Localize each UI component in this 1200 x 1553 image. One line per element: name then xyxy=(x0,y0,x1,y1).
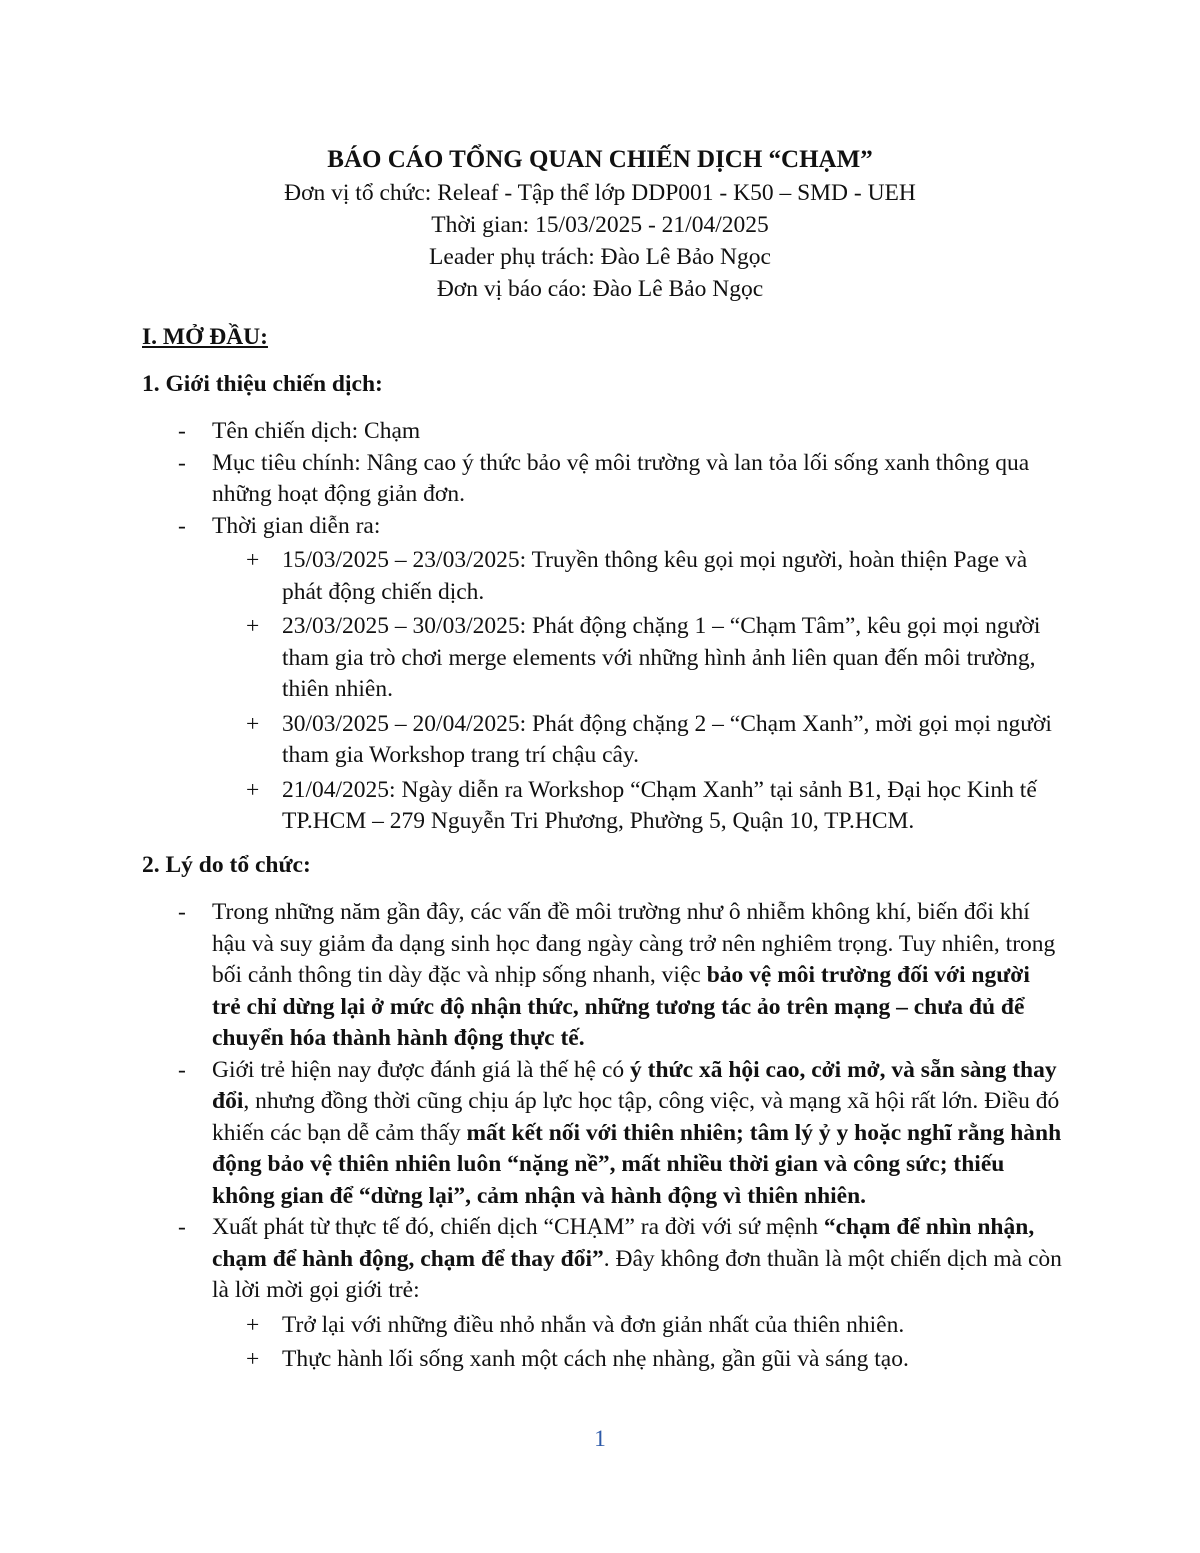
campaign-time-label: Thời gian diễn ra: xyxy=(212,512,381,539)
subheading-campaign-intro: 1. Giới thiệu chiến dịch: xyxy=(142,371,383,397)
time-line: Thời gian: 15/03/2025 - 21/04/2025 xyxy=(431,212,769,238)
leader-line: Leader phụ trách: Đào Lê Bảo Ngọc xyxy=(429,244,771,270)
reason-2-text-a: Giới trẻ hiện nay được đánh giá là thế hệ có xyxy=(212,1056,631,1083)
timeline-item xyxy=(212,545,1062,608)
reason-3-emphasis: “chạm để nhìn nhận, chạm để hành động, chạm để thay đổi” xyxy=(212,1214,1035,1272)
timeline-text: 15/03/2025 – 23/03/2025: Truyền thông kêu gọi mọi người, hoàn thiện Page và phát động chiến dịch. xyxy=(282,547,1028,605)
reason-2-emphasis-a: ý thức xã hội cao, cởi mở, và sẵn sàng thay đổi xyxy=(212,1056,1057,1114)
timeline-item xyxy=(212,775,1062,838)
reason-1-text: Trong những năm gần đây, các vấn đề môi trường như ô nhiễm không khí, biến đổi khí hậu và suy giảm đa dạng sinh học đang ngày càng trở nên nghiêm trọng. Tuy nhiên, trong bối cảnh thông tin dày đặc và nhịp sống nhanh, việc xyxy=(212,899,1056,988)
list-item-campaign-time xyxy=(142,511,1062,838)
reason-1-emphasis: bảo vệ môi trường đối với người trẻ chỉ dừng lại ở mức độ nhận thức, những tương tác ảo trên mạng – chưa đủ để chuyển hóa thành hành động thực tế. xyxy=(212,962,1030,1051)
report-title: BÁO CÁO TỔNG QUAN CHIẾN DỊCH “CHẠM” xyxy=(327,146,873,173)
reason-paragraph-3 xyxy=(142,1212,1062,1376)
invitation-list xyxy=(212,1310,1062,1376)
reason-3-text-b: . Đây không đơn thuần là một chiến dịch mà còn là lời mời gọi giới trẻ: xyxy=(212,1245,1062,1303)
campaign-intro-list xyxy=(142,416,1062,838)
invitation-item xyxy=(212,1310,1062,1342)
report-header xyxy=(0,143,1200,305)
invitation-item xyxy=(212,1344,1062,1376)
section-heading-intro: I. MỞ ĐẦU: xyxy=(142,324,268,350)
reason-3-text-a: Xuất phát từ thực tế đó, chiến dịch “CHẠM” ra đời với sứ mệnh xyxy=(212,1214,824,1240)
reason-2-emphasis-b: mất kết nối với thiên nhiên; tâm lý ỷ y hoặc nghĩ rằng hành động bảo vệ thiên nhiên luôn “nặng nề”, mất nhiều thời gian và công sức; thiếu không gian để “dừng lại”, cảm nhận và hành động vì thiên nhiên. xyxy=(212,1119,1062,1209)
organizer-line: Đơn vị tổ chức: Releaf - Tập thể lớp DDP001 - K50 – SMD - UEH xyxy=(284,180,916,206)
reasons-list xyxy=(142,897,1062,1376)
timeline-item xyxy=(212,709,1062,772)
subheading-reasons: 2. Lý do tổ chức: xyxy=(142,852,311,878)
timeline-text: 30/03/2025 – 20/04/2025: Phát động chặng 2 – “Chạm Xanh”, mời gọi mọi người tham gia Workshop trang trí chậu cây. xyxy=(282,710,1052,768)
campaign-goal-text: Mục tiêu chính: Nâng cao ý thức bảo vệ môi trường và lan tỏa lối sống xanh thông qua những hoạt động giản đơn. xyxy=(212,449,1030,507)
reason-paragraph-2 xyxy=(142,1055,1062,1213)
timeline-text: 23/03/2025 – 30/03/2025: Phát động chặng 1 – “Chạm Tâm”, kêu gọi mọi người tham gia trò chơi merge elements với những hình ảnh liên quan đến môi trường, thiên nhiên. xyxy=(282,613,1041,702)
invitation-text: Trở lại với những điều nhỏ nhắn và đơn giản nhất của thiên nhiên. xyxy=(282,1311,905,1338)
invitation-text: Thực hành lối sống xanh một cách nhẹ nhàng, gần gũi và sáng tạo. xyxy=(282,1346,909,1372)
timeline-text: 21/04/2025: Ngày diễn ra Workshop “Chạm Xanh” tại sảnh B1, Đại học Kinh tế TP.HCM – 279 Nguyễn Tri Phương, Phường 5, Quận 10, TP.HCM. xyxy=(282,776,1037,834)
page-number: 1 xyxy=(594,1426,606,1452)
timeline-item xyxy=(212,611,1062,706)
reporter-line: Đơn vị báo cáo: Đào Lê Bảo Ngọc xyxy=(436,276,764,302)
timeline-list xyxy=(212,545,1062,838)
list-item-campaign-goal xyxy=(142,448,1062,511)
reason-2-text-b: , nhưng đồng thời cũng chịu áp lực học tập, công việc, và mạng xã hội rất lớn. Điều đó khiến các bạn dễ cảm thấy xyxy=(212,1088,1060,1146)
list-item-campaign-name xyxy=(142,416,1062,448)
campaign-name-text: Tên chiến dịch: Chạm xyxy=(212,418,421,444)
reason-paragraph-1 xyxy=(142,897,1062,1055)
